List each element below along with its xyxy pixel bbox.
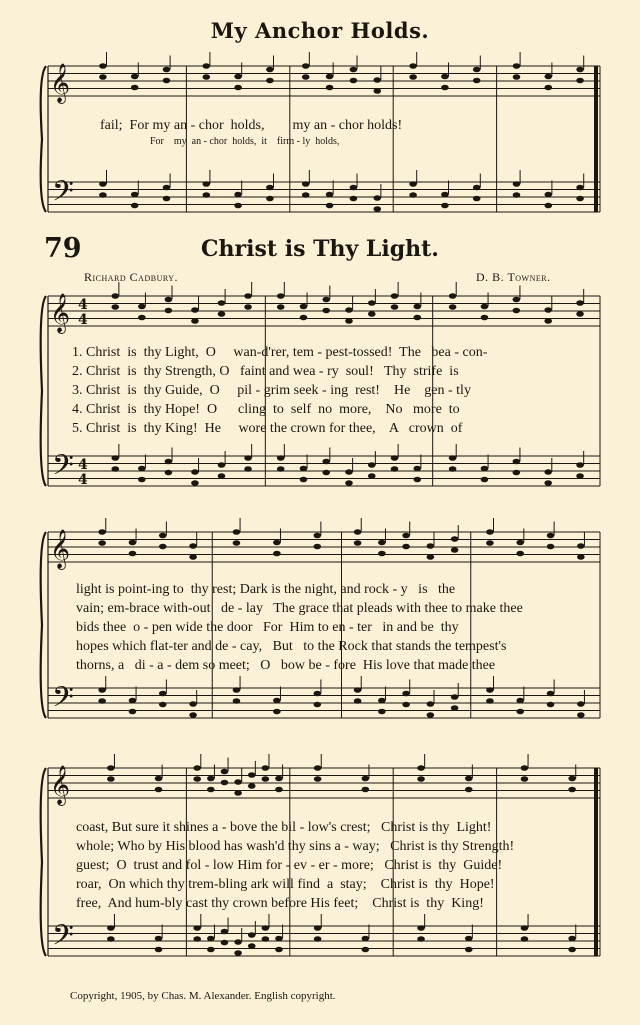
prev-system-treble-notehead: [266, 67, 274, 73]
treble-clef: 𝄞: [50, 293, 71, 333]
system-2-treble-notehead: [451, 536, 459, 542]
prev-system-bass-notehead: [302, 181, 310, 187]
system-3-bass-notehead: [193, 936, 201, 942]
prev-system-bass-notehead: [203, 181, 211, 187]
system-2-bass-notehead: [577, 712, 585, 718]
prev-system-bass-notehead: [350, 185, 358, 191]
verse-4-line-c: roar, On which thy trem-bling ark will find a stay; Christ is thy Hope!: [76, 877, 495, 892]
system-3-treble-notehead: [521, 765, 529, 771]
system-3-treble-notehead: [314, 776, 322, 782]
verse-4-line-b: hopes which flat-ter and de - cay, But to the Rock that stands the tempest's: [76, 639, 507, 654]
system-1-treble-notehead: [277, 304, 285, 310]
system-1-treble-notehead: [391, 304, 399, 310]
prev-system-bass-notehead: [234, 192, 242, 198]
system-bracket: [41, 768, 46, 956]
prev-system-bass-notehead: [513, 181, 521, 187]
system-3-treble-notehead: [155, 776, 163, 782]
prev-system-bass-notehead: [266, 196, 274, 202]
prev-system-bass-notehead: [326, 192, 334, 198]
system-2-bass-notehead: [273, 709, 281, 715]
verse-5-line-a: 5. Christ is thy King! He wore the crown for thee, A crown of: [72, 421, 463, 436]
system-1-treble-notehead: [111, 293, 119, 299]
system-2-treble-notehead: [577, 543, 585, 549]
system-3-bass-notehead: [248, 932, 256, 938]
system-3-treble-notehead: [207, 787, 215, 793]
prev-system-treble-notehead: [545, 74, 553, 80]
prev-system-treble-notehead: [163, 67, 171, 73]
prev-system-treble-notehead: [409, 63, 417, 69]
prev-system-bass-notehead: [441, 192, 449, 198]
system-2-treble-notehead: [486, 529, 494, 535]
prev-system-bass-notehead: [203, 192, 211, 198]
system-1-treble-notehead: [544, 318, 552, 324]
time-signature-bottom: 4: [78, 472, 88, 488]
prev-system-treble-notehead: [99, 74, 107, 80]
treble-clef: 𝄞: [50, 765, 71, 805]
system-1-bass-notehead: [277, 466, 285, 472]
prev-system-bass-notehead: [473, 185, 481, 191]
system-3-bass-notehead: [465, 947, 473, 953]
system-2-bass-notehead: [547, 691, 555, 697]
system-1-treble-notehead: [244, 304, 252, 310]
system-1-bass-notehead: [449, 455, 457, 461]
system-2-treble-notehead: [378, 551, 386, 557]
verse-1-line-c: coast, But sure it shines a - bove the bil - low's crest; Christ is thy Light!: [76, 820, 492, 835]
system-3-bass-notehead: [465, 936, 473, 942]
system-1-treble-notehead: [413, 315, 421, 321]
prev-system-bass-notehead: [373, 206, 381, 212]
prev-system-bass-notehead: [131, 203, 139, 209]
system-1-treble-notehead: [165, 308, 173, 314]
prev-system-treble-notehead: [234, 85, 242, 91]
system-1-bass-notehead: [111, 455, 119, 461]
prev-system-bass-notehead: [163, 185, 171, 191]
system-3-treble-notehead: [234, 790, 242, 796]
system-3-bass-notehead: [314, 925, 322, 931]
time-signature-top: 4: [78, 457, 88, 473]
system-3-treble-notehead: [417, 765, 425, 771]
system-3-treble-notehead: [107, 776, 115, 782]
system-3-bass-notehead: [275, 947, 283, 953]
prev-system-treble-notehead: [234, 74, 242, 80]
system-3-bass-notehead: [207, 947, 215, 953]
system-3-treble-notehead: [221, 769, 229, 775]
system-3-bass-notehead: [362, 936, 370, 942]
system-3-treble-notehead: [262, 765, 270, 771]
system-3-bass-notehead: [417, 925, 425, 931]
system-2-treble-notehead: [516, 551, 524, 557]
system-1-bass-notehead: [322, 459, 330, 465]
system-1-bass-notehead: [413, 466, 421, 472]
system-1-bass-notehead: [138, 466, 146, 472]
system-3-treble-notehead: [465, 776, 473, 782]
system-3-bass-notehead: [193, 925, 201, 931]
system-3-bass-notehead: [521, 925, 529, 931]
hymn-author: Richard Cadbury.: [84, 270, 179, 284]
system-2-treble-notehead: [189, 554, 197, 560]
previous-hymn-lyric-small: For my an - chor holds, it firm - ly holds,: [150, 136, 340, 147]
system-1-treble-notehead: [345, 307, 353, 313]
system-2-treble-notehead: [313, 533, 321, 539]
system-1-bass-notehead: [368, 462, 376, 468]
system-3-treble-notehead: [275, 787, 283, 793]
prev-system-bass-notehead: [576, 196, 584, 202]
prev-system-bass-notehead: [99, 181, 107, 187]
system-3-treble-notehead: [568, 776, 576, 782]
system-2-treble-notehead: [273, 540, 281, 546]
system-2-treble-notehead: [516, 540, 524, 546]
system-1-bass-notehead: [481, 466, 489, 472]
verse-1-line-b: light is point-ing to thy rest; Dark is the night, and rock - y is the: [76, 582, 456, 597]
system-1-bass-notehead: [111, 466, 119, 472]
system-3-treble-notehead: [521, 776, 529, 782]
system-2-treble-notehead: [129, 540, 137, 546]
hymn-title: Christ is Thy Light.: [201, 236, 439, 262]
system-1-bass-notehead: [513, 459, 521, 465]
prev-system-treble-notehead: [99, 63, 107, 69]
system-3-treble-notehead: [248, 772, 256, 778]
system-2-bass-notehead: [129, 698, 137, 704]
verse-3-line-b: bids thee o - pen wide the door For Him to en - ter in and be thy: [76, 620, 459, 635]
system-3-treble-notehead: [275, 776, 283, 782]
system-2-bass-notehead: [98, 687, 106, 693]
system-1-treble-notehead: [218, 300, 226, 306]
system-2-bass-notehead: [402, 691, 410, 697]
system-1-treble-notehead: [368, 300, 376, 306]
system-3-bass-notehead: [107, 936, 115, 942]
prev-system-treble-notehead: [473, 78, 481, 84]
system-3-treble-notehead: [314, 765, 322, 771]
system-1-bass-notehead: [191, 480, 199, 486]
system-3-bass-notehead: [568, 936, 576, 942]
system-1-bass-notehead: [277, 455, 285, 461]
prev-system-bass-notehead: [576, 185, 584, 191]
system-3-treble-notehead: [362, 787, 370, 793]
system-2-bass-notehead: [516, 709, 524, 715]
system-2-treble-notehead: [98, 540, 106, 546]
prev-system-treble-notehead: [576, 78, 584, 84]
bass-clef: 𝄢: [52, 919, 74, 959]
system-1-bass-notehead: [391, 455, 399, 461]
system-2-bass-notehead: [451, 705, 459, 711]
system-3-bass-notehead: [234, 950, 242, 956]
system-2-bass-notehead: [98, 698, 106, 704]
system-2-treble-notehead: [451, 547, 459, 553]
prev-system-bass-notehead: [302, 192, 310, 198]
system-3-bass-notehead: [207, 936, 215, 942]
system-2-treble-notehead: [427, 543, 435, 549]
system-1-treble-notehead: [165, 297, 173, 303]
system-2-treble-notehead: [129, 551, 137, 557]
bass-clef: 𝄢: [52, 175, 74, 215]
system-2-bass-notehead: [313, 702, 321, 708]
system-3-treble-notehead: [207, 776, 215, 782]
system-2-treble-notehead: [402, 544, 410, 550]
hymn-composer: D. B. Towner.: [476, 270, 551, 284]
system-1-bass-notehead: [191, 469, 199, 475]
system-2-treble-notehead: [98, 529, 106, 535]
system-3-bass-notehead: [262, 925, 270, 931]
verse-5-line-b: thorns, a di - a - dem so meet; O bow be - fore His love that made thee: [76, 658, 496, 673]
system-3-bass-notehead: [262, 936, 270, 942]
system-2-bass-notehead: [577, 701, 585, 707]
prev-system-bass-notehead: [409, 192, 417, 198]
system-3-bass-notehead: [221, 940, 229, 946]
system-1-bass-notehead: [165, 459, 173, 465]
prev-system-treble-notehead: [163, 78, 171, 84]
copyright-notice: Copyright, 1905, by Chas. M. Alexander. English copyright.: [70, 990, 336, 1002]
system-3-bass-notehead: [155, 936, 163, 942]
system-2-bass-notehead: [402, 702, 410, 708]
system-1-treble-notehead: [345, 318, 353, 324]
system-1-bass-notehead: [218, 462, 226, 468]
system-1-bass-notehead: [544, 480, 552, 486]
prev-system-treble-notehead: [203, 74, 211, 80]
system-2-bass-notehead: [313, 691, 321, 697]
prev-system-treble-notehead: [473, 67, 481, 73]
prev-system-treble-notehead: [266, 78, 274, 84]
system-3-treble-notehead: [262, 776, 270, 782]
prev-system-bass-notehead: [234, 203, 242, 209]
system-1-treble-notehead: [449, 304, 457, 310]
system-3-bass-notehead: [155, 947, 163, 953]
system-2-treble-notehead: [402, 533, 410, 539]
prev-system-treble-notehead: [350, 78, 358, 84]
system-1-treble-notehead: [111, 304, 119, 310]
prev-system-treble-notehead: [302, 63, 310, 69]
prev-system-treble-notehead: [131, 74, 139, 80]
system-1-bass-notehead: [368, 473, 376, 479]
system-3-treble-notehead: [155, 787, 163, 793]
system-3-treble-notehead: [193, 776, 201, 782]
system-2-bass-notehead: [378, 709, 386, 715]
system-1-treble-notehead: [413, 304, 421, 310]
prev-system-treble-notehead: [441, 85, 449, 91]
system-3-treble-notehead: [193, 765, 201, 771]
previous-hymn-title: My Anchor Holds.: [210, 18, 430, 43]
system-2-treble-notehead: [159, 533, 167, 539]
system-1-bass-notehead: [322, 470, 330, 476]
system-2-bass-notehead: [189, 712, 197, 718]
system-1-bass-notehead: [413, 477, 421, 483]
system-1-bass-notehead: [513, 470, 521, 476]
system-1-bass-notehead: [481, 477, 489, 483]
system-1-bass-notehead: [544, 469, 552, 475]
system-1-treble-notehead: [513, 308, 521, 314]
system-2-treble-notehead: [273, 551, 281, 557]
prev-system-bass-notehead: [326, 203, 334, 209]
prev-system-treble-notehead: [545, 85, 553, 91]
system-1-bass-notehead: [244, 455, 252, 461]
system-1-bass-notehead: [138, 477, 146, 483]
system-3-treble-notehead: [568, 787, 576, 793]
system-1-bass-notehead: [576, 473, 584, 479]
treble-clef: 𝄞: [50, 63, 71, 103]
system-3-treble-notehead: [107, 765, 115, 771]
bass-clef: 𝄢: [52, 449, 74, 489]
time-signature-bottom: 4: [78, 312, 88, 328]
treble-clef: 𝄞: [50, 529, 71, 569]
system-1-treble-notehead: [513, 297, 521, 303]
verse-2-line-b: vain; em-brace with-out de - lay The grace that pleads with thee to make thee: [76, 601, 523, 616]
system-2-bass-notehead: [516, 698, 524, 704]
prev-system-treble-notehead: [513, 74, 521, 80]
prev-system-bass-notehead: [99, 192, 107, 198]
system-3-bass-notehead: [221, 929, 229, 935]
system-1-treble-notehead: [481, 315, 489, 321]
system-2-treble-notehead: [547, 544, 555, 550]
system-1-treble-notehead: [322, 297, 330, 303]
system-2-treble-notehead: [354, 529, 362, 535]
verse-5-line-c: free, And hum-bly cast thy crown before His feet; Christ is thy King!: [76, 896, 484, 911]
system-3-bass-notehead: [275, 936, 283, 942]
system-2-bass-notehead: [427, 712, 435, 718]
prev-system-treble-notehead: [203, 63, 211, 69]
prev-system-bass-notehead: [266, 185, 274, 191]
verse-1-line-a: 1. Christ is thy Light, O wan-d'rer, tem - pest-tossed! The bea - con-: [72, 345, 488, 360]
verse-4-line-a: 4. Christ is thy Hope! O cling to self no more, No more to: [72, 402, 460, 417]
system-2-bass-notehead: [354, 698, 362, 704]
prev-system-treble-notehead: [302, 74, 310, 80]
system-2-bass-notehead: [129, 709, 137, 715]
system-2-bass-notehead: [427, 701, 435, 707]
system-1-bass-notehead: [449, 466, 457, 472]
system-3-treble-notehead: [465, 787, 473, 793]
verse-3-line-c: guest; O trust and fol - low Him for - ev - er - more; Christ is thy Guide!: [76, 858, 503, 873]
system-1-bass-notehead: [576, 462, 584, 468]
system-3-treble-notehead: [248, 783, 256, 789]
system-2-bass-notehead: [233, 687, 241, 693]
prev-system-treble-notehead: [409, 74, 417, 80]
system-1-treble-notehead: [544, 307, 552, 313]
system-2-treble-notehead: [313, 544, 321, 550]
prev-system-treble-notehead: [350, 67, 358, 73]
system-1-treble-notehead: [244, 293, 252, 299]
system-2-bass-notehead: [378, 698, 386, 704]
system-2-bass-notehead: [486, 687, 494, 693]
prev-system-bass-notehead: [473, 196, 481, 202]
prev-system-bass-notehead: [373, 195, 381, 201]
system-1-treble-notehead: [218, 311, 226, 317]
system-2-treble-notehead: [354, 540, 362, 546]
system-2-bass-notehead: [273, 698, 281, 704]
system-2-bass-notehead: [233, 698, 241, 704]
system-1-treble-notehead: [300, 315, 308, 321]
system-1-treble-notehead: [322, 308, 330, 314]
hymn-number: 79: [44, 233, 82, 264]
prev-system-bass-notehead: [409, 181, 417, 187]
system-1-treble-notehead: [391, 293, 399, 299]
system-1-treble-notehead: [368, 311, 376, 317]
system-1-treble-notehead: [277, 293, 285, 299]
system-1-treble-notehead: [481, 304, 489, 310]
system-1-bass-notehead: [218, 473, 226, 479]
system-1-treble-notehead: [191, 307, 199, 313]
system-3-treble-notehead: [417, 776, 425, 782]
prev-system-bass-notehead: [513, 192, 521, 198]
verse-3-line-a: 3. Christ is thy Guide, O pil - grim seek - ing rest! He gen - tly: [72, 383, 471, 398]
verse-2-line-c: whole; Who by His blood has wash'd thy sins a - way; Christ is thy Strength!: [76, 839, 515, 854]
prev-system-bass-notehead: [163, 196, 171, 202]
prev-system-bass-notehead: [350, 196, 358, 202]
system-1-treble-notehead: [576, 311, 584, 317]
prev-system-bass-notehead: [545, 192, 553, 198]
previous-hymn-lyric: fail; For my an - chor holds, my an - chor holds!: [100, 118, 403, 133]
system-2-treble-notehead: [189, 543, 197, 549]
system-1-treble-notehead: [449, 293, 457, 299]
system-2-treble-notehead: [427, 554, 435, 560]
system-2-treble-notehead: [233, 540, 241, 546]
system-3-bass-notehead: [314, 936, 322, 942]
system-1-treble-notehead: [576, 300, 584, 306]
prev-system-bass-notehead: [545, 203, 553, 209]
system-1-bass-notehead: [244, 466, 252, 472]
system-2-bass-notehead: [189, 701, 197, 707]
system-2-treble-notehead: [547, 533, 555, 539]
system-bracket: [41, 532, 46, 718]
system-3-bass-notehead: [568, 947, 576, 953]
prev-system-treble-notehead: [373, 77, 381, 83]
prev-system-bass-notehead: [441, 203, 449, 209]
prev-system-treble-notehead: [131, 85, 139, 91]
system-bracket: [41, 66, 46, 212]
system-2-bass-notehead: [159, 702, 167, 708]
system-2-treble-notehead: [378, 540, 386, 546]
time-signature-top: 4: [78, 297, 88, 313]
system-3-treble-notehead: [234, 779, 242, 785]
prev-system-treble-notehead: [373, 88, 381, 94]
prev-system-treble-notehead: [326, 85, 334, 91]
system-1-treble-notehead: [300, 304, 308, 310]
verse-2-line-a: 2. Christ is thy Strength, O faint and wea - ry soul! Thy strife is: [72, 364, 459, 379]
prev-system-treble-notehead: [326, 74, 334, 80]
system-2-treble-notehead: [159, 544, 167, 550]
prev-system-treble-notehead: [513, 63, 521, 69]
system-3-treble-notehead: [221, 780, 229, 786]
system-3-bass-notehead: [248, 943, 256, 949]
system-1-bass-notehead: [165, 470, 173, 476]
system-3-bass-notehead: [417, 936, 425, 942]
prev-system-treble-notehead: [441, 74, 449, 80]
system-2-bass-notehead: [354, 687, 362, 693]
system-bracket: [41, 296, 46, 486]
system-1-bass-notehead: [300, 477, 308, 483]
system-2-bass-notehead: [547, 702, 555, 708]
prev-system-bass-notehead: [131, 192, 139, 198]
system-2-treble-notehead: [486, 540, 494, 546]
system-1-treble-notehead: [138, 304, 146, 310]
system-1-treble-notehead: [138, 315, 146, 321]
system-1-bass-notehead: [345, 480, 353, 486]
system-3-bass-notehead: [234, 939, 242, 945]
system-1-bass-notehead: [345, 469, 353, 475]
system-2-bass-notehead: [486, 698, 494, 704]
system-3-treble-notehead: [362, 776, 370, 782]
system-1-bass-notehead: [300, 466, 308, 472]
system-2-bass-notehead: [159, 691, 167, 697]
prev-system-treble-notehead: [576, 67, 584, 73]
system-2-treble-notehead: [577, 554, 585, 560]
bass-clef: 𝄢: [52, 681, 74, 721]
system-3-bass-notehead: [521, 936, 529, 942]
system-1-bass-notehead: [391, 466, 399, 472]
system-3-bass-notehead: [107, 925, 115, 931]
system-2-bass-notehead: [451, 694, 459, 700]
system-2-treble-notehead: [233, 529, 241, 535]
system-3-bass-notehead: [362, 947, 370, 953]
system-1-treble-notehead: [191, 318, 199, 324]
